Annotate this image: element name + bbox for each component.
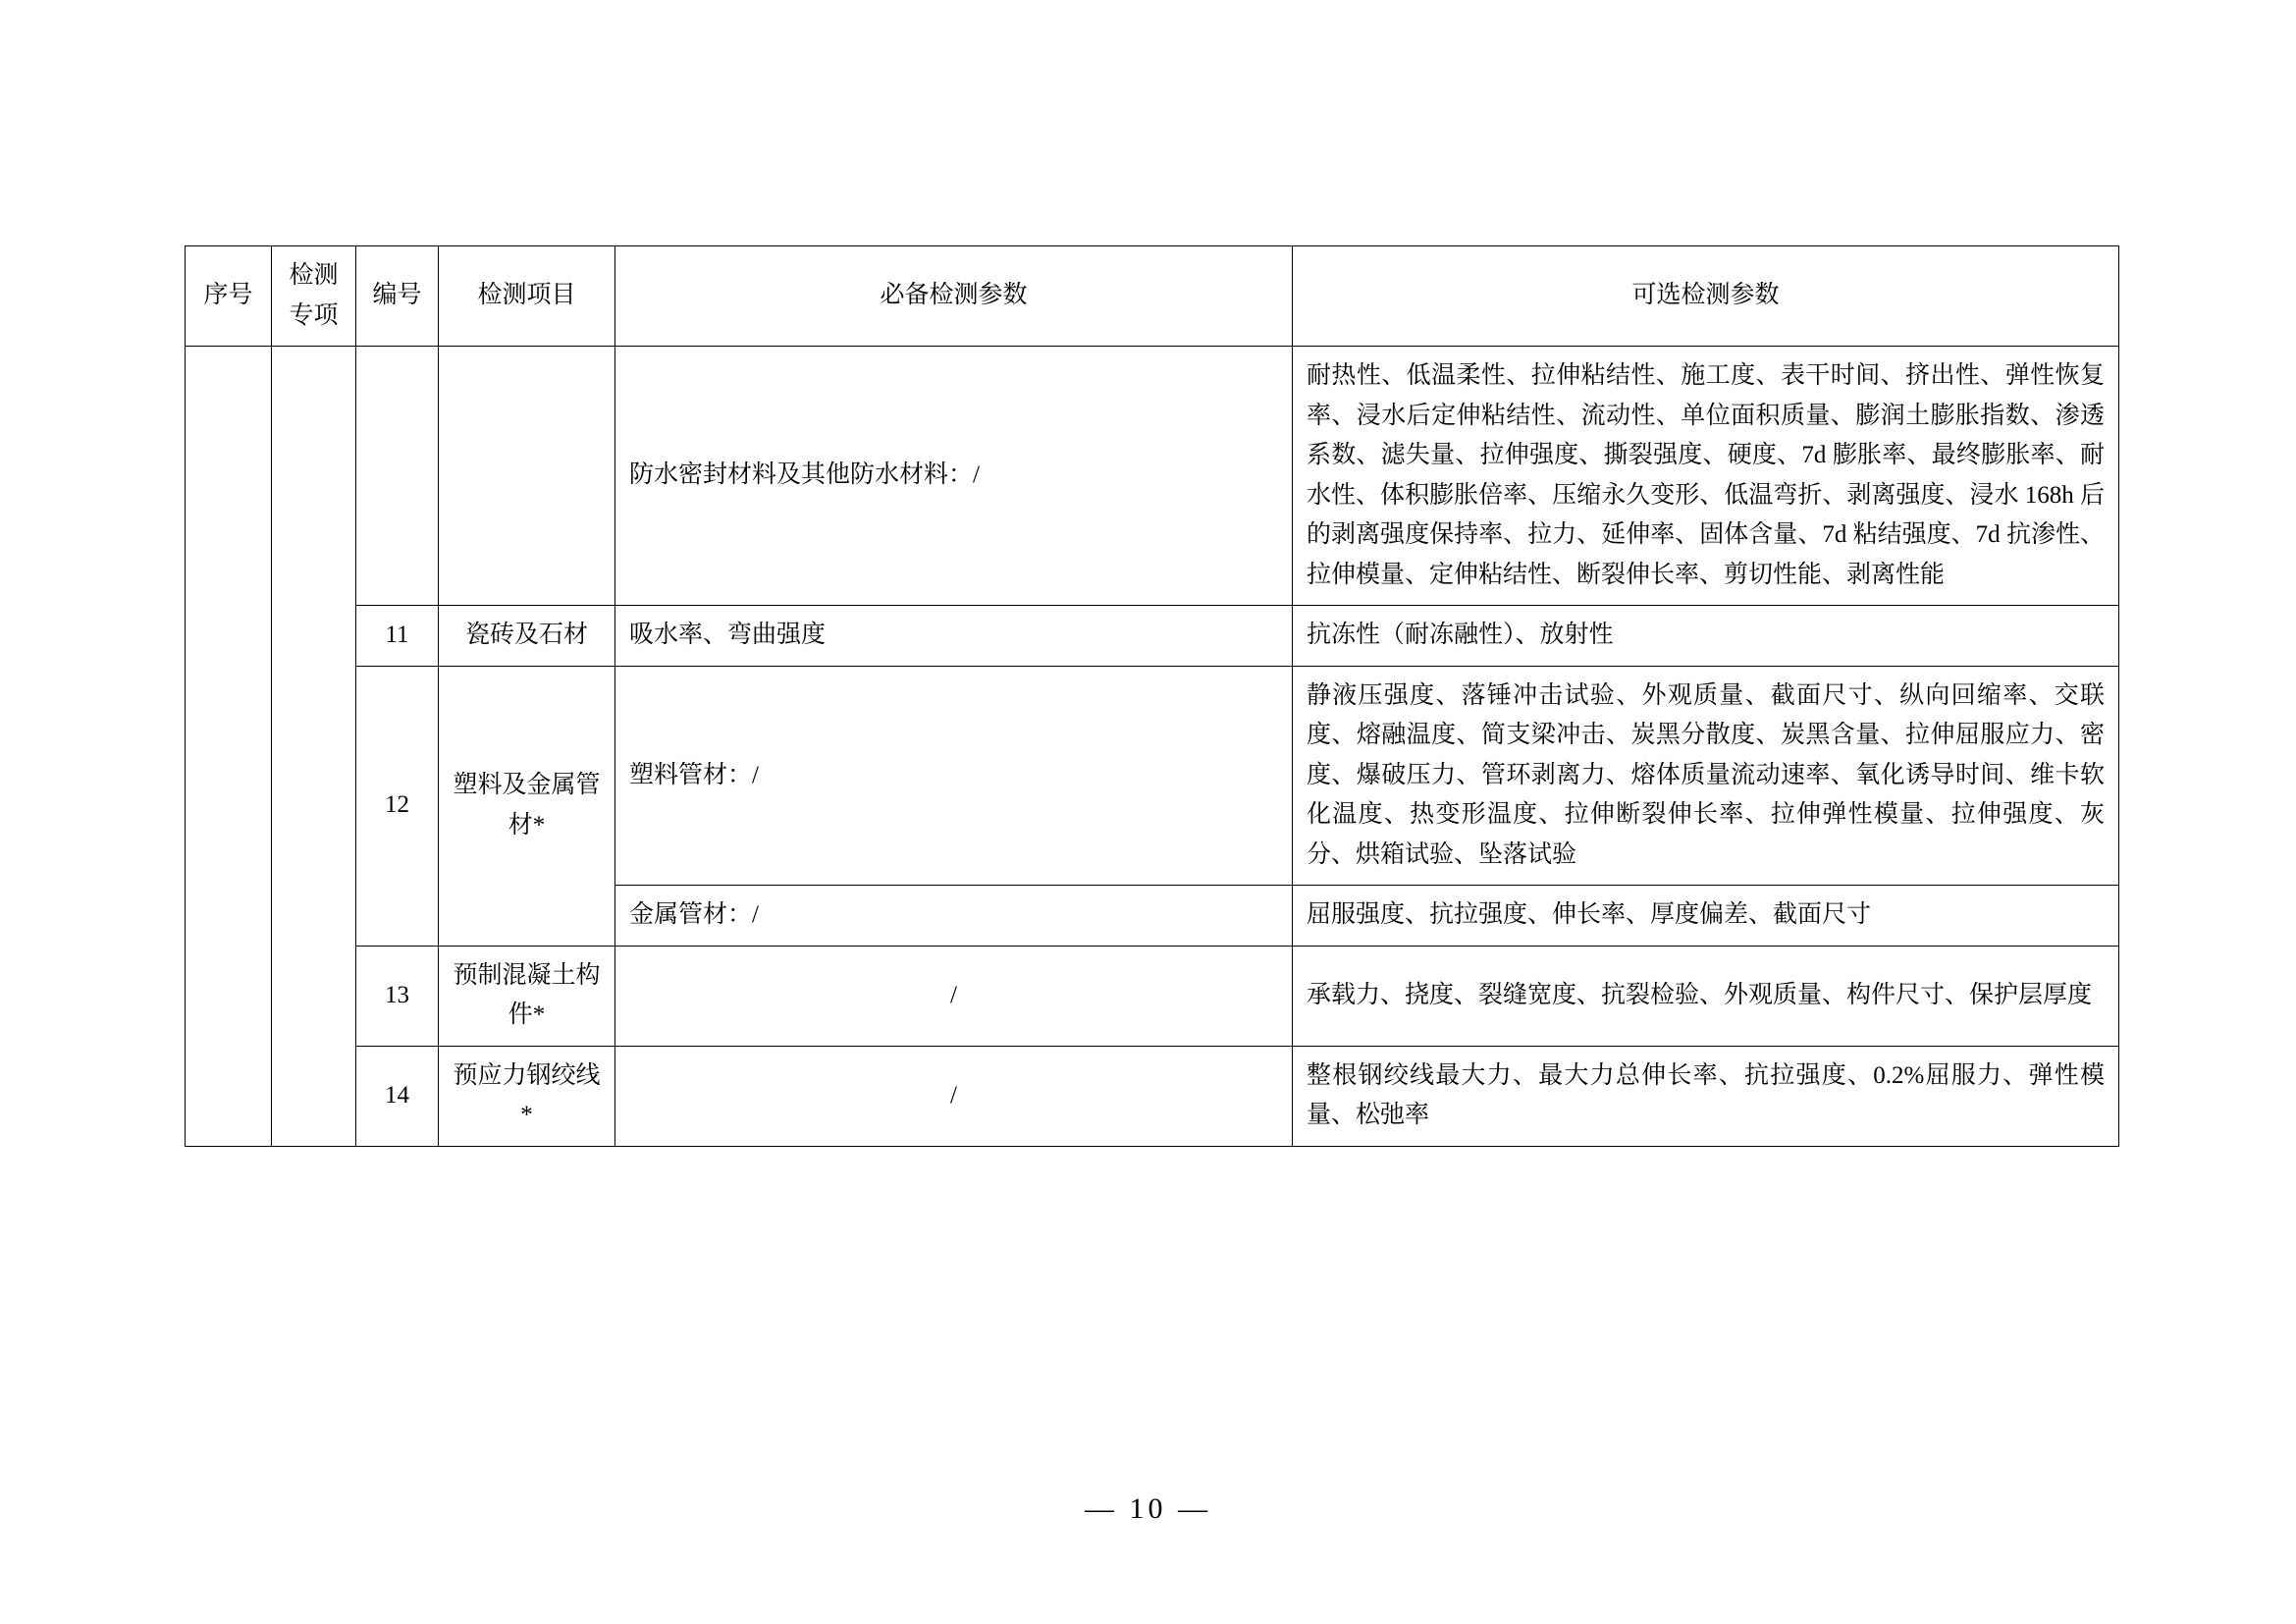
cell-required-text: 吸水率、弯曲强度: [629, 622, 827, 648]
cell-item-text: 预制混凝土构件*: [453, 961, 601, 1028]
header-label-number: 编号: [372, 282, 422, 309]
header-label-seq: 序号: [203, 282, 253, 309]
cell-optional-text: 抗冻性（耐冻融性）、放射性: [1307, 622, 1614, 648]
header-label-required-params: 必备检测参数: [880, 282, 1028, 309]
cell-optional: [1293, 666, 2119, 886]
table-row: [186, 666, 2119, 886]
cell-optional-text: 耐热性、低温柔性、拉伸粘结性、施工度、表干时间、挤出性、弹性恢复率、浸水后定伸粘结性、流动性、单位面积质量、膨润土膨胀指数、渗透系数、滤失量、拉伸强度、撕裂强度、硬度、7d 膨胀率、最终膨胀率、耐水性、体积膨胀倍率、压缩永久变形、低温弯折、剥离强度、浸水 168h 后的剥离强度保持率、拉力、延伸率、固体含量、7d 粘结强度、7d 抗渗性、拉伸模量、定伸粘结性、断裂伸长率、剪切性能、剥离性能: [1307, 362, 2105, 588]
cell-required: [615, 946, 1293, 1046]
header-label-item: 检测项目: [477, 282, 576, 309]
cell-required-text: 金属管材：/: [629, 901, 759, 928]
cell-optional: [1293, 946, 2119, 1046]
cell-number-text: 14: [385, 1081, 409, 1109]
table-row: [186, 347, 2119, 606]
cell-required: [615, 886, 1293, 947]
cell-optional: [1293, 1046, 2119, 1146]
cell-optional: [1293, 606, 2119, 667]
cell-item: [439, 606, 615, 667]
cell-required: [615, 606, 1293, 667]
inspection-parameters-table: [185, 245, 2119, 1147]
table-row: [186, 1046, 2119, 1146]
header-label-optional-params: 可选检测参数: [1631, 282, 1780, 309]
table-header-row: [186, 246, 2119, 347]
cell-item-text: 预应力钢绞线*: [453, 1061, 601, 1128]
cell-required: [615, 1046, 1293, 1146]
cell-optional-text: 屈服强度、抗拉强度、伸长率、厚度偏差、截面尺寸: [1307, 901, 1872, 928]
page-number: — 10 —: [1085, 1492, 1211, 1525]
cell-item: [439, 1046, 615, 1146]
cell-number: [356, 946, 439, 1046]
cell-number: [356, 606, 439, 667]
header-cell-special: [272, 246, 356, 347]
cell-required: [615, 347, 1293, 606]
table-row: [186, 606, 2119, 667]
cell-optional-text: 静液压强度、落锤冲击试验、外观质量、截面尺寸、纵向回缩率、交联度、熔融温度、简支梁冲击、炭黑分散度、炭黑含量、拉伸屈服应力、密度、爆破压力、管环剥离力、熔体质量流动速率、氧化诱导时间、维卡软化温度、热变形温度、拉伸断裂伸长率、拉伸弹性模量、拉伸强度、灰分、烘箱试验、坠落试验: [1307, 681, 2105, 868]
header-cell-optional-params: [1293, 246, 2119, 347]
cell-number: [356, 1046, 439, 1146]
header-label-special-line2: 专项: [289, 301, 339, 329]
cell-optional-text: 整根钢绞线最大力、最大力总伸长率、抗拉强度、0.2%屈服力、弹性模量、松弛率: [1307, 1061, 2105, 1128]
header-cell-number: [356, 246, 439, 347]
cell-optional: [1293, 886, 2119, 947]
table-body: [186, 347, 2119, 1147]
header-label-special-line1: 检测: [289, 262, 339, 289]
cell-optional-text: 承载力、挠度、裂缝宽度、抗裂检验、外观质量、构件尺寸、保护层厚度: [1307, 981, 2093, 1008]
cell-required-text: 塑料管材：/: [629, 761, 759, 788]
cell-seq-span: [186, 347, 272, 1147]
cell-optional: [1293, 347, 2119, 606]
cell-number: [356, 347, 439, 606]
cell-number-text: 11: [385, 622, 409, 648]
cell-item: [439, 946, 615, 1046]
header-cell-seq: [186, 246, 272, 347]
cell-required: [615, 666, 1293, 886]
header-cell-required-params: [615, 246, 1293, 347]
cell-required-text: 防水密封材料及其他防水材料：/: [629, 461, 980, 489]
cell-item-text: 瓷砖及石材: [464, 622, 588, 648]
cell-special-span: [272, 347, 356, 1147]
header-cell-item: [439, 246, 615, 347]
cell-item: [439, 347, 615, 606]
cell-number: [356, 666, 439, 946]
cell-item: [439, 666, 615, 946]
cell-number-text: 13: [385, 981, 409, 1008]
table-header: [186, 246, 2119, 347]
cell-required-text: /: [950, 1081, 957, 1109]
table-row: [186, 946, 2119, 1046]
cell-number-text: 12: [385, 791, 409, 819]
cell-item-text: 塑料及金属管材*: [453, 772, 601, 839]
inspection-parameters-table-wrapper: [185, 245, 2118, 1147]
cell-required-text: /: [950, 981, 957, 1008]
